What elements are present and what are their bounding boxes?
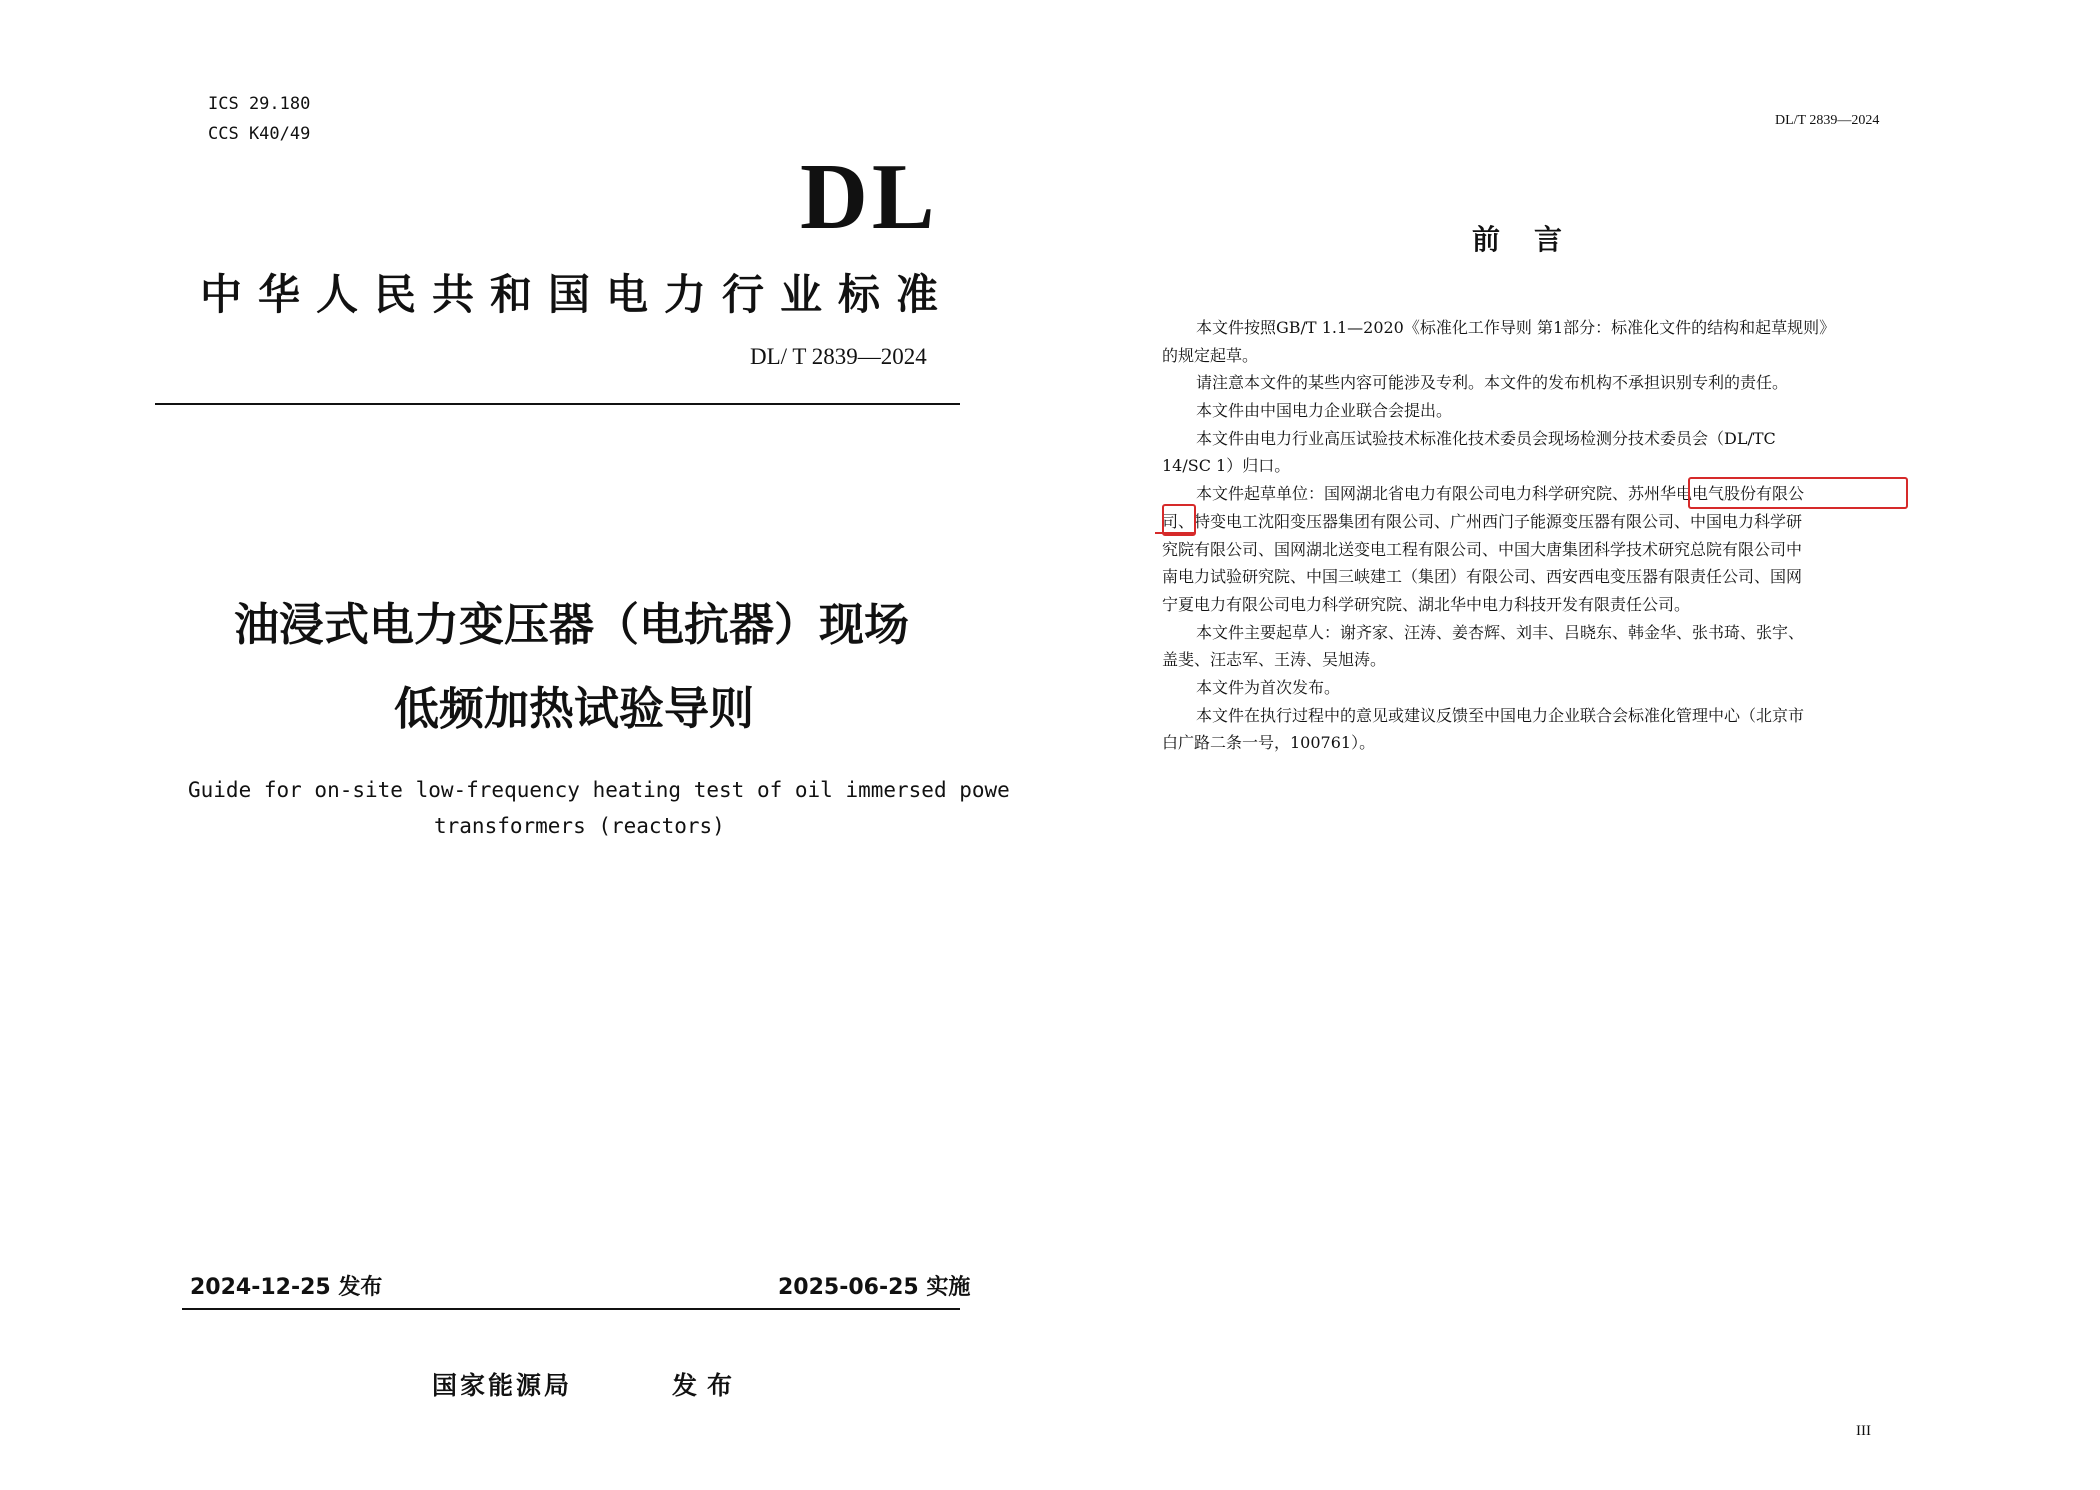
standard-title: 中华人民共和国电力行业标准 bbox=[200, 270, 955, 319]
foreword-line: 本文件在执行过程中的意见或建议反馈至中国电力企业联合会标准化管理中心（北京市 bbox=[1196, 705, 1805, 725]
foreword-line: 本文件按照GB/T 1.1—2020《标准化工作导则 第1部分：标准化文件的结构和起草规则》 bbox=[1196, 318, 1836, 337]
bottom-divider bbox=[182, 1308, 960, 1310]
publish-label: 发布 bbox=[672, 1371, 743, 1400]
foreword-line: 白广路二条一号，100761）。 bbox=[1162, 733, 1376, 753]
ics-code: ICS 29.180 bbox=[208, 94, 311, 114]
foreword-line: 本文件主要起草人：谢齐家、汪涛、姜杏辉、刘丰、吕晓东、韩金华、张书琦、张宇、 bbox=[1196, 622, 1805, 642]
publisher: 国家能源局 bbox=[432, 1371, 573, 1400]
foreword-line: 本文件由中国电力企业联合会提出。 bbox=[1196, 401, 1453, 421]
foreword-title: 前言 bbox=[1472, 223, 1597, 256]
implementation-date: 2025-06-25 实施 bbox=[778, 1275, 971, 1300]
foreword-line: 的规定起草。 bbox=[1162, 345, 1259, 365]
page-header: DL/T 2839—2024 bbox=[1775, 113, 1880, 128]
top-divider bbox=[155, 403, 960, 405]
foreword-line: 14/SC 1）归口。 bbox=[1162, 456, 1291, 476]
foreword-line: 本文件由电力行业高压试验技术标准化技术委员会现场检测分技术委员会（DL/TC bbox=[1196, 428, 1776, 448]
red-highlight-box bbox=[1688, 477, 1908, 509]
red-underline bbox=[1155, 532, 1195, 534]
english-title-line-2: transformers (reactors) bbox=[434, 814, 725, 838]
foreword-line: 司、特变电工沈阳变压器集团有限公司、广州西门子能源变压器有限公司、中国电力科学研 bbox=[1162, 511, 1803, 531]
foreword-line: 究院有限公司、国网湖北送变电工程有限公司、中国大唐集团科学技术研究总院有限公司中 bbox=[1162, 539, 1803, 559]
document-title-line-1: 油浸式电力变压器（电抗器）现场 bbox=[234, 598, 910, 651]
foreword-line: 南电力试验研究院、中国三峡建工（集团）有限公司、西安西电变压器有限责任公司、国网 bbox=[1162, 567, 1803, 587]
foreword-line: 盖斐、汪志军、王涛、吴旭涛。 bbox=[1162, 650, 1387, 670]
foreword-line: 宁夏电力有限公司电力科学研究院、湖北华中电力科技开发有限责任公司。 bbox=[1162, 594, 1691, 614]
foreword-line: 请注意本文件的某些内容可能涉及专利。本文件的发布机构不承担识别专利的责任。 bbox=[1196, 373, 1789, 393]
ccs-code: CCS K40/49 bbox=[208, 124, 311, 144]
issue-date: 2024-12-25 发布 bbox=[190, 1275, 383, 1300]
foreword-line: 本文件为首次发布。 bbox=[1196, 677, 1341, 697]
standard-number: DL/ T 2839—2024 bbox=[750, 344, 927, 369]
document-title-line-2: 低频加热试验导则 bbox=[394, 682, 755, 735]
english-title-line-1: Guide for on-site low-frequency heating test of oil immersed powe bbox=[188, 778, 1010, 802]
page-number: III bbox=[1856, 1423, 1871, 1439]
foreword-line: 本文件起草单位：国网湖北省电力有限公司电力科学研究院、苏州华电电气股份有限公 bbox=[1196, 484, 1805, 504]
foreword-body bbox=[1162, 314, 1902, 757]
dl-logo: DL bbox=[800, 145, 939, 249]
